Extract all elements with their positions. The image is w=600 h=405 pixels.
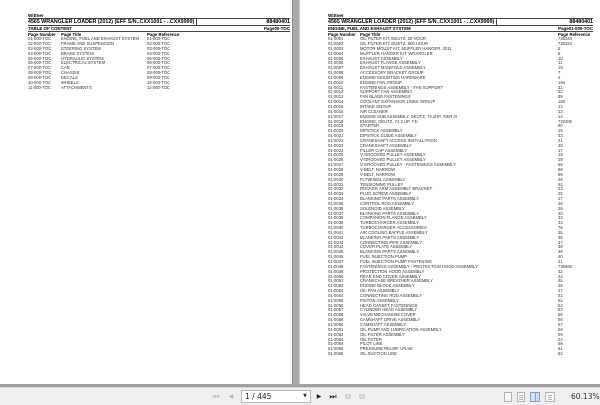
page-number-cell: 01-0013	[328, 94, 344, 100]
page-number-cell: 01-0028	[328, 166, 344, 172]
page-title-cell: V-GROOVED PULLEY ASSEMBLY	[360, 153, 426, 158]
page-reference-cell: 735344	[558, 41, 572, 47]
page-title-cell: V-GROOVED PULLEY ASSEMBLY	[360, 158, 426, 163]
page-number-cell: 01-0017	[328, 113, 344, 119]
page-reference-cell: 57	[558, 321, 563, 327]
page-reference-cell: 18	[558, 152, 563, 158]
page-title-cell: OIL PUMP AND LUBRICATION ASSEMBLY	[360, 327, 442, 332]
page-reference-cell: 58	[558, 162, 563, 168]
page-number-cell: 01-0019	[328, 123, 344, 129]
page-reference-cell: 07-000-TOC	[147, 65, 171, 71]
page-title-cell: MUFFLER HANGER KIT, WRANGLER	[360, 51, 433, 56]
page-number-cell: 01-0049	[328, 268, 344, 274]
page-reference-cell: 4	[558, 74, 561, 80]
page-number-cell: 11-000-TOC	[28, 84, 51, 90]
page-title-cell: V-BELT, NARROW	[360, 172, 396, 177]
page-number-cell: 01-0005	[328, 55, 344, 61]
page-reference-cell: 45	[558, 278, 563, 284]
page-reference-cell: 50	[558, 123, 563, 129]
page-reference-cell: 44	[558, 273, 563, 279]
page-reference-cell: 03-000-TOC	[147, 45, 171, 51]
page-title-cell: CAMSHAFT ASSEMBLY	[360, 322, 407, 327]
page-reference-cell: 32	[558, 89, 563, 95]
page-reference-cell: 19	[558, 157, 563, 163]
page-reference-cell: 02-000-TOC	[147, 41, 171, 47]
page-reference-cell: 28	[558, 176, 563, 182]
page-number-cell: 01-0023	[328, 142, 344, 148]
page-number-cell: 01-0045	[328, 249, 344, 255]
page-reference-cell: 62	[558, 351, 563, 357]
page-number-cell: 01-0011	[328, 84, 344, 90]
model-title-bar	[328, 18, 593, 26]
page-title-cell: OIL PAN ASSEMBLY	[360, 289, 400, 294]
page-reference: Page01-000-TOC	[558, 26, 593, 31]
model-title: 4565 WRANGLER LOADER (2012) (EFF S/N..CXX1001 - ..CXX9999)	[328, 19, 497, 25]
page-title-cell: CRANKSHAFT ASSEMBLY	[360, 143, 412, 148]
page-reference-cell: 5	[558, 45, 561, 51]
page-number-cell: 01-0052	[328, 283, 344, 289]
page-reference-cell: 43	[558, 133, 563, 139]
table-row	[28, 86, 290, 91]
lines-glyph	[519, 395, 523, 396]
page-title-cell: BRAKE SYSTEM	[61, 51, 94, 56]
last-page-icon[interactable]: ⏭	[329, 392, 337, 401]
page-number-cell: 01-0012	[328, 89, 344, 95]
page-title-cell: ACCESSORY BRACKET GROUP	[360, 71, 424, 76]
page-title-cell: MOTOR MOUNT KIT, MUFFLER HANGER, 2011	[360, 46, 452, 51]
page-title-cell: WHEELS	[61, 80, 79, 85]
zoom-level[interactable]: 60.13%	[571, 392, 600, 401]
page-number-cell: 01-0051	[328, 278, 344, 284]
brand-name: Wittner	[328, 13, 344, 18]
page-reference-cell: 25	[558, 191, 563, 197]
page-reference-cell: 24	[558, 336, 563, 342]
page-reference-cell: 46	[558, 283, 563, 289]
page-title-cell: ENGINE FAN GROUP	[360, 80, 402, 85]
page-number-cell: 01-0040	[328, 225, 344, 231]
page-number-cell: 03-000-TOC	[28, 45, 52, 51]
page-number-cell: 09-000-TOC	[28, 74, 52, 80]
page-title-cell: ENGINE MOUNTING HARDWARE	[360, 75, 426, 80]
page-title-cell: FUEL INJECTION PUMP	[360, 255, 408, 260]
page-number-cell: 06-000-TOC	[28, 60, 52, 66]
page-number-cell: 01-0029	[328, 171, 344, 177]
page-title-cell: SUPPORT FAN ASSEMBLY	[360, 90, 413, 95]
page-reference-cell: 06-000-TOC	[147, 60, 171, 66]
page-title-cell: AIR CLEANER	[360, 109, 388, 114]
page-reference-cell: 28	[558, 200, 563, 206]
column-header: Page Number	[28, 32, 56, 37]
page-content	[328, 13, 593, 357]
column-header: Page Reference	[147, 32, 180, 37]
page-reference-cell: 29	[558, 205, 563, 211]
page-title-cell: BLANKING PARTS ASSEMBLY	[360, 250, 420, 255]
page-title-cell: OIL SUCTION LINE	[360, 352, 398, 357]
page-reference-cell: 61	[558, 346, 563, 352]
page-reference-cell: 53	[558, 302, 563, 308]
page-title-cell: FRAME AND SUSPENSION	[61, 42, 115, 47]
page-number-cell: 01-0002	[328, 41, 344, 47]
page-number-cell: 01-0022	[328, 137, 344, 143]
page-title-cell: ATTACHMENTS	[61, 85, 92, 90]
page-reference-cell: 48	[558, 142, 563, 148]
page-title-cell: PISTON ASSEMBLY	[360, 298, 399, 303]
page-title-cell: DIPSTICK ASSEMBLY	[360, 129, 403, 134]
page-title-cell: PRESSURE RELIEF VALVE	[360, 347, 413, 352]
page-number-cell: 01-0061	[328, 326, 344, 332]
page-reference-cell: 59	[558, 341, 563, 347]
page-title-cell: REAR END COVER ASSEMBLY	[360, 274, 421, 279]
page-right	[300, 0, 600, 384]
page-number-cell: 01-0058	[328, 312, 344, 318]
page-number-cell: 01-0010	[328, 79, 344, 85]
page-title-cell: V-BELT, NARROW	[360, 167, 396, 172]
page-title-cell: TURBOCHARGER ASSEMBLY	[360, 221, 419, 226]
page-reference-cell: 59	[558, 331, 563, 337]
page-reference-cell: 33	[558, 215, 563, 221]
toc-table	[28, 37, 290, 90]
brand-name: Wittner	[28, 13, 44, 18]
page-number-cell: 01-0047	[328, 259, 344, 265]
page-reference-cell: 39	[558, 249, 563, 255]
page-title-cell: CAB	[61, 66, 70, 71]
page-reference-cell: 10	[558, 55, 563, 61]
page-title-cell: CYLINDER HEAD ASSEMBLY	[360, 308, 418, 313]
page-number-cell: 01-0021	[328, 133, 344, 139]
page-title-cell: BLANKING PARTS ASSEMBLY	[360, 211, 420, 216]
page-number-cell: 01-0006	[328, 60, 344, 66]
column-header: Page Title	[360, 32, 381, 37]
page-reference-cell: 09-000-TOC	[147, 74, 171, 80]
page-number-cell: 08-000-TOC	[28, 70, 52, 76]
page-title-cell: FASTENINGS ASSEMBLY - PROTECTION HOOD ASSEMBLY	[360, 264, 478, 269]
page-reference-cell: 76	[558, 225, 563, 231]
page-number-cell: 01-0007	[328, 65, 344, 71]
page-title-cell: OIL FILTER KIT, DEUTZ, 50 HOUR	[360, 37, 426, 42]
page-reference-cell: 722306	[558, 118, 572, 124]
page-reference-cell: 11-000-TOC	[147, 84, 170, 90]
page-number-cell: 01-0060	[328, 321, 344, 327]
page-title-cell: DECALS	[61, 75, 78, 80]
table-row	[328, 352, 593, 357]
page-reference-cell: 52	[558, 297, 563, 303]
page-number-cell: 07-000-TOC	[28, 65, 52, 71]
page-number-cell: 01-0066	[328, 351, 344, 357]
page-number-cell: 01-0004	[328, 50, 344, 56]
page-reference-cell: 12	[558, 104, 563, 110]
page-reference-cell: 99	[558, 171, 563, 177]
page-title-cell: ENGINE BLOCK ASSEMBLY	[360, 284, 415, 289]
page-title-cell: V-GROOVED PULLEY - FASTENINGS ASSEMBLY	[360, 163, 456, 168]
column-header: Page Title	[61, 32, 82, 37]
page-reference-cell: 41	[558, 259, 563, 265]
page-number-cell: 01-0003	[328, 45, 344, 51]
page-content	[28, 13, 290, 90]
page-left	[0, 0, 292, 384]
page-title-cell: STEERING SYSTEM	[61, 46, 101, 51]
page-number-cell: 01-0009	[328, 74, 344, 80]
continuous-view-icon[interactable]	[517, 392, 525, 402]
parts-table	[328, 37, 593, 357]
page-number-cell: 01-0050	[328, 273, 344, 279]
page-title-cell: INTAKE GROUP	[360, 105, 392, 110]
page-gutter	[292, 0, 300, 386]
page-title-cell: OIL FILTER ASSEMBLY	[360, 332, 406, 337]
page-reference-cell: 37	[558, 239, 563, 245]
page-reference-cell: 34	[558, 220, 563, 226]
page-number-cell: 01-0064	[328, 341, 344, 347]
page-number-cell: 01-0055	[328, 297, 344, 303]
page-number-cell: 01-0059	[328, 317, 344, 323]
page-title-cell: CHASSIS	[61, 71, 80, 76]
page-reference-cell: 6	[558, 50, 561, 56]
page-title-cell: EXHAUST ASSEMBLY	[360, 56, 403, 61]
page-title-cell: CRANKCASE BREATHER ASSEMBLY	[360, 279, 433, 284]
page-title-cell: TURBOCHARGER ACCESSORIES	[360, 226, 427, 231]
page-title-cell: OIL FILTER	[360, 337, 382, 342]
page-reference-cell: 11	[558, 60, 563, 66]
page-reference-cell: 08-000-TOC	[147, 70, 171, 76]
page-title-cell: PROTECTION HOOD ASSEMBLY	[360, 269, 425, 274]
page-title-cell: HYDRAULIC SYSTEM	[61, 56, 104, 61]
next-view-icon[interactable]: ⧉	[359, 392, 365, 401]
prev-page-icon[interactable]: ◀	[228, 394, 234, 400]
page-reference-cell: 735343	[558, 36, 572, 42]
page-number-cell: 01-0016	[328, 108, 344, 114]
page-title-cell: ELECTRICAL SYSTEM	[61, 61, 106, 66]
page-title-cell: FUEL INJECTION PUMP FASTENING	[360, 260, 432, 265]
page-title-cell: BLANKING PARTS ASSEMBLY	[360, 197, 420, 202]
page-number-cell: 01-0027	[328, 162, 344, 168]
page-title-cell: CONNECTING PIPE ASSEMBLY	[360, 240, 423, 245]
page-number-cell: 01-0015	[328, 104, 344, 110]
page-reference: Page00-TOC	[263, 26, 290, 31]
page-reference-cell: 55	[558, 312, 563, 318]
page-reference-cell: 47	[558, 288, 563, 294]
page-reference-cell: 7	[558, 70, 561, 76]
page-number-value: 1 / 445	[245, 392, 272, 401]
page-title-cell: ROCKER ARM ASSEMBLY BRACKET	[360, 187, 433, 192]
page-number-cell: 04-000-TOC	[28, 50, 52, 56]
page-number-cell: 01-0062	[328, 331, 344, 337]
page-number-cell: 01-0041	[328, 229, 344, 235]
page-number-cell: 01-0031	[328, 181, 344, 187]
page-title-cell: COOLANT EXPANSION LINES GROUP	[360, 100, 436, 105]
page-reference-cell: 91	[558, 181, 563, 187]
doc-number: 88480401	[569, 19, 593, 25]
column-header: Page Reference	[558, 32, 591, 37]
page-title-cell: FASTENINGS ASSEMBLY - FAN SUPPORT	[360, 85, 443, 90]
page-reference-cell: 17	[558, 147, 563, 153]
page-number-cell: 01-0025	[328, 152, 344, 158]
page-number-cell: 01-0046	[328, 254, 344, 260]
page-reference-cell: 56	[558, 317, 563, 323]
page-title-cell: AIR COOLING BAFFLE ASSEMBLY	[360, 230, 428, 235]
previous-view-icon[interactable]: ⧉	[345, 392, 351, 401]
page-title-cell: TENSIONING PULLEY	[360, 182, 404, 187]
page-reference-cell: 31	[558, 84, 563, 90]
page-reference-cell: 89	[558, 94, 563, 100]
page-number-cell: 10-000-TOC	[28, 79, 52, 85]
section-title: ENGINE, FUEL AND EXHAUST SYSTEM	[328, 26, 411, 31]
lines-glyph	[548, 395, 552, 396]
page-number-cell: 01-0039	[328, 220, 344, 226]
page-reference-cell: 38	[558, 244, 563, 250]
page-reference-cell: 183	[558, 99, 565, 105]
page-number-cell: 01-0035	[328, 200, 344, 206]
page-title-cell: VALVE MECHANISM COVER	[360, 313, 416, 318]
page-title-cell: COMPANION FLANGE ASSEMBLY	[360, 216, 427, 221]
continuous-facing-view-icon[interactable]	[545, 392, 555, 402]
page-reference-cell: 21	[558, 137, 563, 143]
page-reference-cell: 42	[558, 268, 563, 274]
page-number-cell: 05-000-TOC	[28, 55, 52, 61]
page-title-cell: STARTER	[360, 124, 380, 129]
page-number-cell: 01-0053	[328, 288, 344, 294]
page-title-cell: EXHAUST MANIFOLD ASSEMBLY	[360, 66, 426, 71]
page-reference-cell: 14	[558, 113, 563, 119]
page-number-cell: 01-0054	[328, 292, 344, 298]
doc-number: 88480401	[266, 19, 290, 25]
page-number-cell: 01-0014	[328, 99, 344, 105]
page-title-cell: ENGINE SUB ASSEMBLY, DEUTZ, 74.2HP, TIER 4I	[360, 114, 457, 119]
page-number-cell: 01-0034	[328, 196, 344, 202]
page-reference-cell: 18	[558, 65, 563, 71]
page-number-cell: 01-0018	[328, 118, 344, 124]
page-reference-cell: 27	[558, 196, 563, 202]
page-reference-cell: 05-000-TOC	[147, 55, 171, 61]
page-number-cell: 01-000-TOC	[28, 36, 52, 42]
page-number-cell: 01-0048	[328, 263, 344, 269]
page-number-cell: 01-0065	[328, 346, 344, 352]
page-reference-cell: 16	[558, 128, 563, 134]
page-reference-cell: 36	[558, 234, 563, 240]
page-number-cell: 01-0037	[328, 210, 344, 216]
page-title-cell: EXHAUST FLANGE ASSEMBLY	[360, 61, 421, 66]
navigation-toolbar	[0, 387, 600, 405]
page-title-cell: FLYWHEEL ASSEMBLY	[360, 177, 406, 182]
page-number-cell: 01-0043	[328, 239, 344, 245]
page-number-cell: 01-0020	[328, 128, 344, 134]
page-title-cell: SOLENOID ASSEMBLY	[360, 206, 405, 211]
page-number-cell: 01-0032	[328, 186, 344, 192]
model-title: 4565 WRANGLER LOADER (2012) (EFF S/N..CXX1001 - ..CXX9999)	[28, 19, 197, 25]
page-reference-cell: 54	[558, 307, 563, 313]
page-title-cell: PILOT LINE	[360, 342, 383, 347]
page-reference-cell: 40	[558, 254, 563, 260]
next-page-icon[interactable]: ▶	[316, 394, 322, 400]
page-number-cell: 01-0063	[328, 336, 344, 342]
chevron-down-icon[interactable]: ▼	[303, 393, 307, 399]
page-number-cell: 01-0036	[328, 205, 344, 211]
page-title-cell: CRANKSHAFT ACCESS INSTALLATION	[360, 138, 437, 143]
page-number-cell: 01-0042	[328, 234, 344, 240]
page-number-cell: 01-0057	[328, 307, 344, 313]
page-number-cell: 02-000-TOC	[28, 41, 52, 47]
page-number-cell: 01-0056	[328, 302, 344, 308]
page-title-cell: CAMSHAFT DRIVE ASSEMBLY	[360, 318, 421, 323]
page-title-cell: CONTROL ROD ASSEMBLY	[360, 201, 414, 206]
first-page-icon[interactable]: ⏮	[212, 392, 220, 401]
section-title: TABLE OF CONTENT	[28, 26, 73, 31]
page-number-field[interactable]	[241, 390, 311, 403]
page-reference-cell: 35	[558, 229, 563, 235]
column-header: Page Number	[328, 32, 356, 37]
page-reference-cell: 13	[558, 108, 563, 114]
page-reference-cell: 01-000-TOC	[147, 36, 171, 42]
page-number-cell: 01-0008	[328, 70, 344, 76]
page-title-cell: OIL FILTER KIT, DUETZ, 500 HOUR	[360, 42, 429, 47]
page-number-cell: 01-0044	[328, 244, 344, 250]
page-reference-cell: 10-000-TOC	[147, 79, 171, 85]
page-reference-cell: 51	[558, 292, 563, 298]
page-title-cell: PLUG SCREW ASSEMBLY	[360, 192, 412, 197]
page-title-cell: HEAD GASKET FASTENINGS	[360, 303, 418, 308]
page-number-cell: 01-0024	[328, 147, 344, 153]
page-reference-cell: 58	[558, 326, 563, 332]
page-reference-cell: 04-000-TOC	[147, 50, 171, 56]
page-title-cell: FILLER CAP ASSEMBLY	[360, 148, 408, 153]
page-number-cell: 01-0030	[328, 176, 344, 182]
page-reference-cell: 23	[558, 186, 563, 192]
page-title-cell: BLANKING PARTS ASSEMBLY	[360, 235, 420, 240]
page-number-cell: 01-0038	[328, 215, 344, 221]
single-page-view-icon[interactable]	[504, 392, 512, 402]
page-title-cell: CONNECTING ROD ASSEMBLY	[360, 293, 422, 298]
page-title-cell: COVER PLATE ASSEMBLY	[360, 245, 413, 250]
model-title-bar	[28, 18, 290, 26]
page-title-cell: DIPSTICK GUIDE ASSEMBLY	[360, 134, 417, 139]
page-title-cell: ENGINE, FUEL AND EXHAUST SYSTEM	[61, 37, 139, 42]
page-reference-cell: 194	[558, 79, 565, 85]
page-reference-cell: 735683	[558, 263, 572, 269]
page-number-cell: 01-0026	[328, 157, 344, 163]
page-reference-cell: 30	[558, 210, 563, 216]
facing-view-icon[interactable]	[530, 392, 540, 402]
page-reference-cell: 98	[558, 166, 563, 172]
page-title-cell: FAN BLADE FASTENINGS	[360, 95, 411, 100]
page-number-cell: 01-0033	[328, 191, 344, 197]
page-number-cell: 01-0001	[328, 36, 344, 42]
page-title-cell: ENGINE, DEUTZ, 74.2 HP, T4I	[360, 119, 418, 124]
split-glyph	[535, 393, 536, 401]
